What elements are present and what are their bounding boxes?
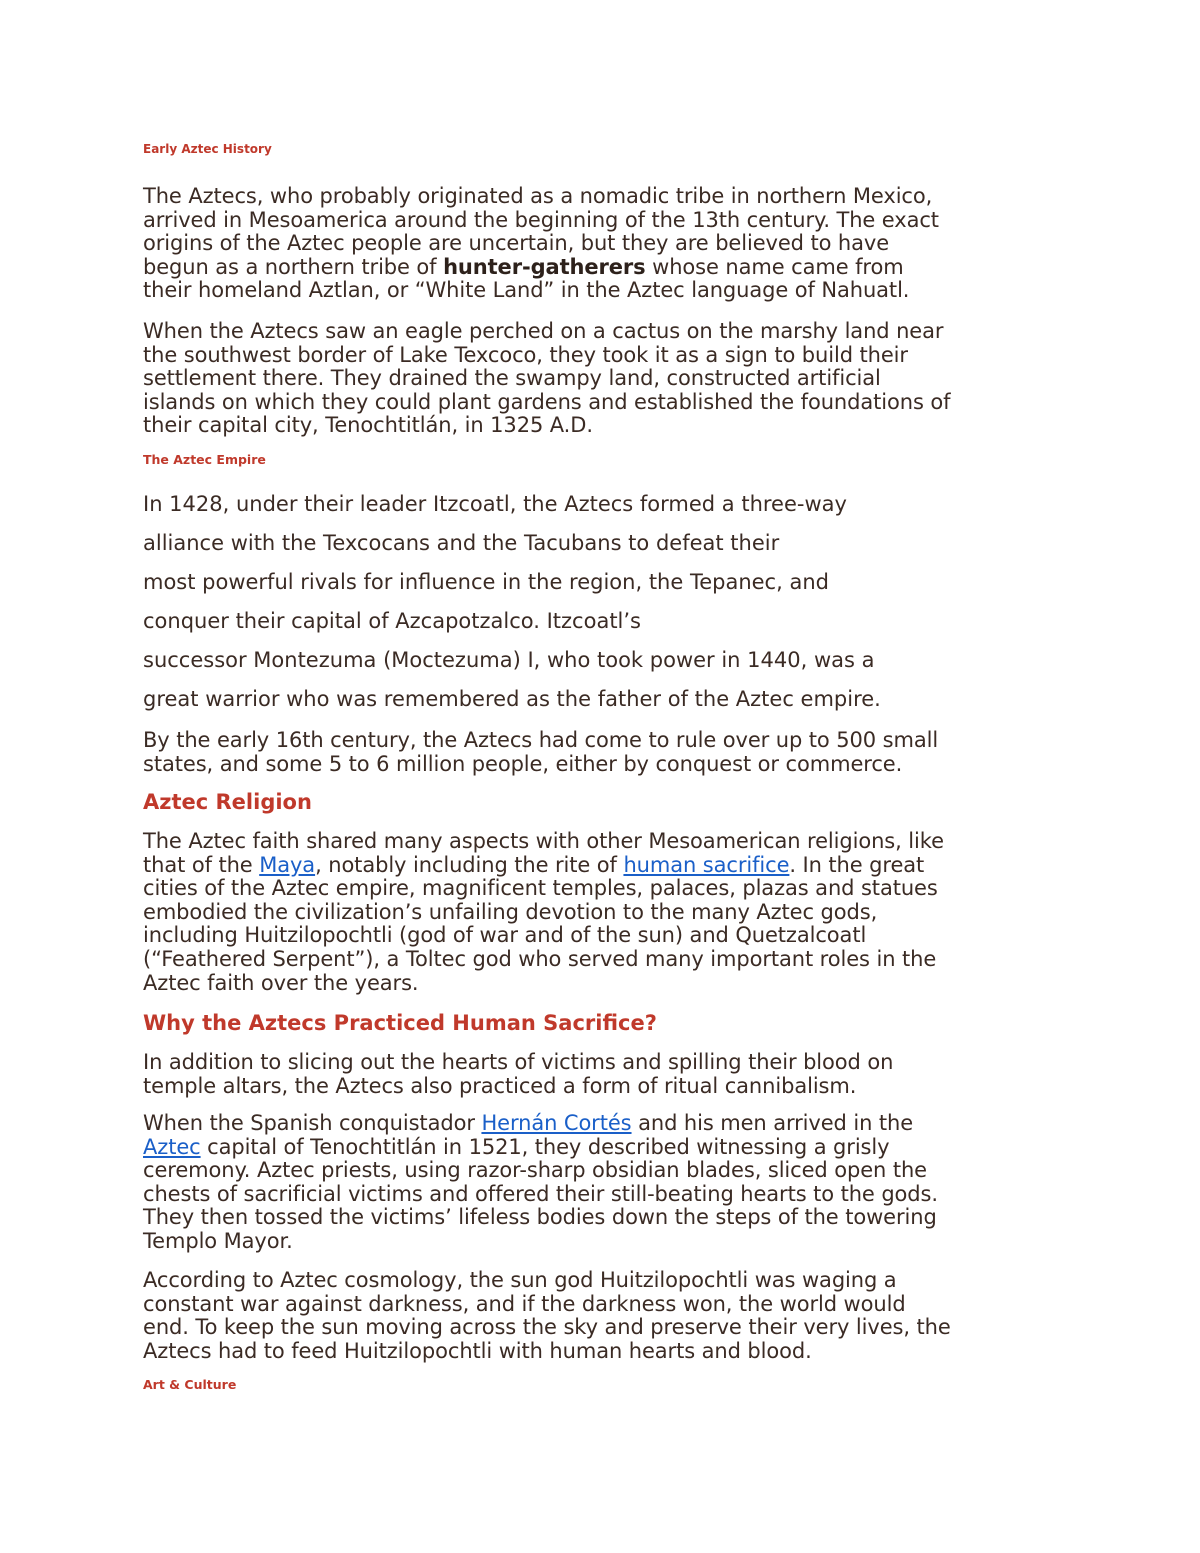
text-line: that of the Maya, notably including the rite of human sacrifice. In the great xyxy=(143,852,925,877)
text-line: begun as a northern tribe of hunter-gatherers whose name came from xyxy=(143,254,904,279)
empire-line: most powerful rivals for influence in the region, the Tepanec, and xyxy=(143,570,829,594)
text-line: According to Aztec cosmology, the sun god Huitzilopochtli was waging a xyxy=(143,1268,897,1292)
heading-human-sacrifice: Why the Aztecs Practiced Human Sacrifice? xyxy=(143,1011,657,1035)
text-line: ceremony. Aztec priests, using razor-sharp obsidian blades, sliced open the xyxy=(143,1158,927,1183)
text-line: their capital city, Tenochtitlán, in 1325 A.D. xyxy=(143,413,593,438)
text-line: Templo Mayor. xyxy=(143,1228,293,1253)
text-line: They then tossed the victims’ lifeless bodies down the steps of the towering xyxy=(143,1205,937,1230)
text-line: The Aztecs, who probably originated as a nomadic tribe in northern Mexico, xyxy=(143,184,933,208)
paragraph-tenochtitlan xyxy=(143,320,1083,438)
paragraph-cortes xyxy=(143,1112,1083,1254)
text-line: Aztec capital of Tenochtitlán in 1521, they described witnessing a grisly xyxy=(143,1134,890,1159)
text-line: embodied the civilization’s unfailing devotion to the many Aztec gods, xyxy=(143,899,878,924)
text-line: origins of the Aztec people are uncertain, but they are believed to have xyxy=(143,231,890,256)
bold-term: hunter-gatherers xyxy=(443,254,646,279)
link-human-sacrifice[interactable]: human sacrifice xyxy=(623,852,790,877)
text-line: cities of the Aztec empire, magnificent temples, palaces, plazas and statues xyxy=(143,876,938,901)
text-line: including Huitzilopochtli (god of war and of the sun) and Quetzalcoatl xyxy=(143,923,867,948)
empire-line: alliance with the Texcocans and the Tacubans to defeat their xyxy=(143,531,780,555)
empire-line: In 1428, under their leader Itzcoatl, the Aztecs formed a three-way xyxy=(143,492,847,516)
text-line: Aztec faith over the years. xyxy=(143,970,419,995)
paragraph-origins xyxy=(143,185,1083,303)
text-line: (“Feathered Serpent”), a Toltec god who served many important roles in the xyxy=(143,946,937,971)
text-line: When the Aztecs saw an eagle perched on a cactus on the marshy land near xyxy=(143,319,944,343)
text-line: chests of sacrificial victims and offered their still-beating hearts to the gods. xyxy=(143,1181,938,1206)
empire-line: successor Montezuma (Moctezuma) I, who took power in 1440, was a xyxy=(143,648,875,672)
empire-line: conquer their capital of Azcapotzalco. Itzcoatl’s xyxy=(143,609,642,633)
paragraph-religion xyxy=(143,830,1083,995)
text-line: Aztecs had to feed Huitzilopochtli with human hearts and blood. xyxy=(143,1338,812,1363)
empire-line: great warrior who was remembered as the father of the Aztec empire. xyxy=(143,687,881,711)
text-line: The Aztec faith shared many aspects with other Mesoamerican religions, like xyxy=(143,829,944,853)
text-line: In addition to slicing out the hearts of victims and spilling their blood on xyxy=(143,1050,894,1074)
paragraph-cannibalism xyxy=(143,1051,1083,1098)
text-line: settlement there. They drained the swampy land, constructed artificial xyxy=(143,366,881,391)
paragraph-16th-century xyxy=(143,729,1083,776)
text-line: states, and some 5 to 6 million people, either by conquest or commerce. xyxy=(143,751,903,776)
text-line: their homeland Aztlan, or “White Land” in the Aztec language of Nahuatl. xyxy=(143,278,910,303)
link-aztec[interactable]: Aztec xyxy=(143,1134,201,1159)
link-maya[interactable]: Maya xyxy=(259,852,316,877)
link-hernan-cortes[interactable]: Hernán Cortés xyxy=(481,1111,632,1135)
text-line: end. To keep the sun moving across the sky and preserve their very lives, the xyxy=(143,1315,951,1340)
text-line: the southwest border of Lake Texcoco, they took it as a sign to build their xyxy=(143,342,908,367)
text-line: arrived in Mesoamerica around the beginning of the 13th century. The exact xyxy=(143,207,939,232)
heading-art-culture: Art & Culture xyxy=(143,1377,237,1392)
heading-aztec-religion: Aztec Religion xyxy=(143,790,312,814)
text-line: constant war against darkness, and if the darkness won, the world would xyxy=(143,1291,906,1316)
text-line: temple altars, the Aztecs also practiced a form of ritual cannibalism. xyxy=(143,1073,857,1098)
heading-aztec-empire: The Aztec Empire xyxy=(143,452,266,467)
paragraph-cosmology xyxy=(143,1269,1083,1363)
text-line: By the early 16th century, the Aztecs had come to rule over up to 500 small xyxy=(143,728,939,752)
heading-early-aztec-history: Early Aztec History xyxy=(143,142,272,156)
text-line: When the Spanish conquistador Hernán Cortés and his men arrived in the xyxy=(143,1111,914,1135)
text-line: islands on which they could plant gardens and established the foundations of xyxy=(143,389,951,414)
